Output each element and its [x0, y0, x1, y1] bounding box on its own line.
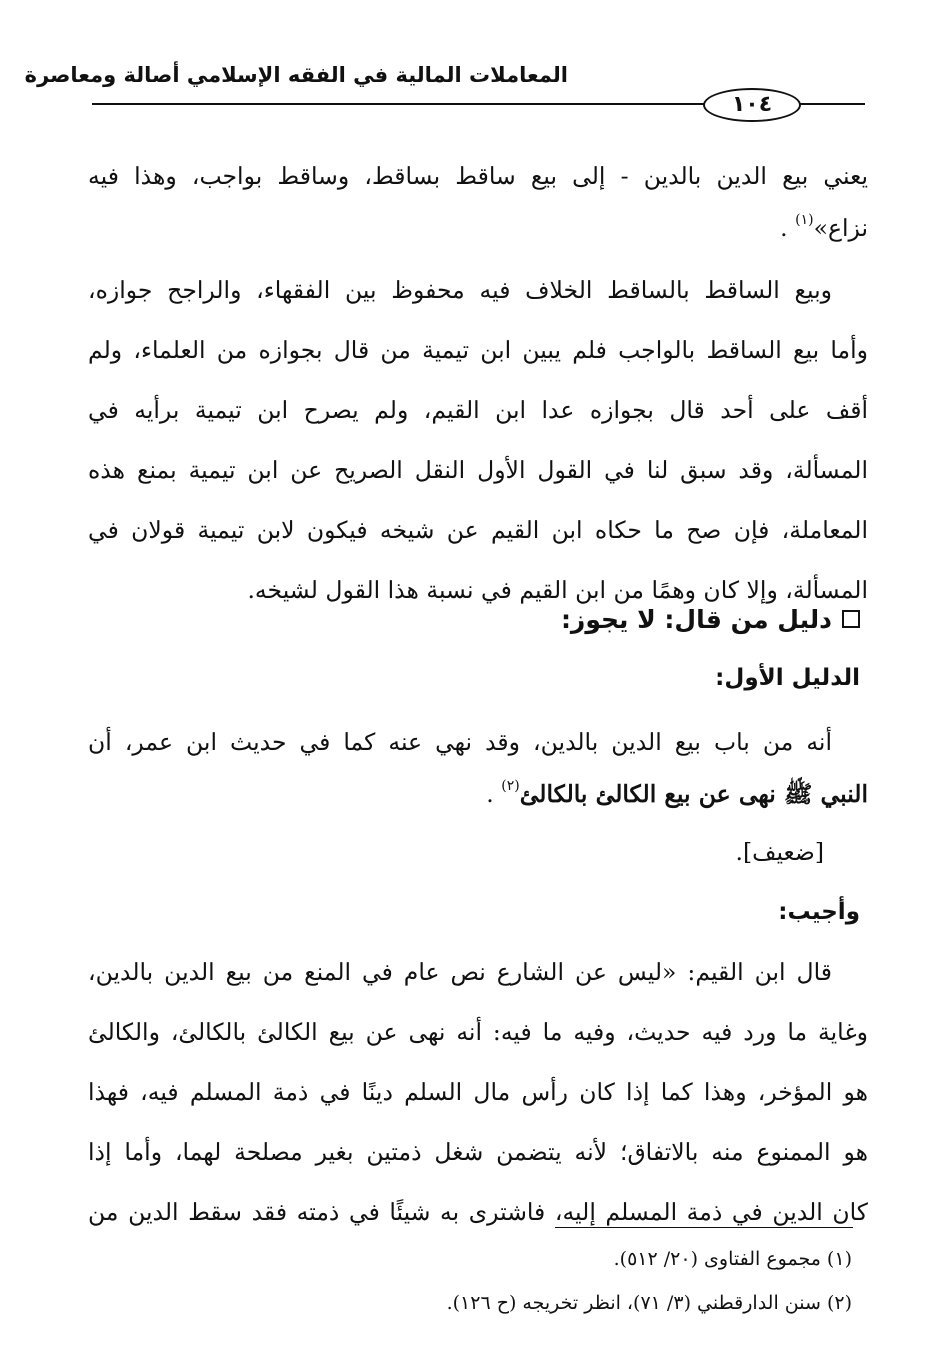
footnote-1: (١) مجموع الفتاوى (٢٠/ ٥١٢). — [613, 1248, 852, 1270]
text-line: يعني بيع الدين بالدين - إلى بيع ساقط بساقط، وساقط بواجب، وهذا فيه — [88, 162, 868, 190]
section-heading — [561, 600, 860, 640]
text-fragment: نزاع» — [813, 214, 868, 242]
text-fragment: . — [486, 780, 494, 808]
text-line — [88, 198, 868, 258]
text-line: هو المؤخر، وهذا كما إذا كان رأس مال السلم دينًا في ذمة المسلم فيه، فهذا — [88, 1078, 868, 1106]
footnote-ref[interactable]: (١) — [795, 212, 814, 228]
text-line: أقف على أحد قال بجوازه عدا ابن القيم، ولم يصرح ابن تيمية برأيه في — [88, 396, 868, 424]
footnote-separator — [555, 1227, 853, 1228]
text-line: المعاملة، فإن صح ما حكاه ابن القيم عن شيخه فيكون لابن تيمية قولان في — [88, 516, 868, 544]
page-number-badge: ١٠٤ — [703, 88, 801, 122]
paragraph-discussion — [88, 260, 868, 620]
text-line: وغاية ما ورد فيه حديث، وفيه ما فيه: أنه نهى عن بيع الكالئ بالكالئ، والكالئ — [88, 1018, 868, 1046]
header-rule-right — [797, 103, 865, 105]
first-evidence-text — [88, 712, 868, 824]
first-evidence-title: الدليل الأول: — [715, 665, 860, 691]
paragraph-continued — [88, 146, 868, 258]
text-fragment: . — [780, 214, 788, 242]
text-line: المسألة، وقد سبق لنا في القول الأول النقل الصريح عن ابن تيمية بمنع هذه — [88, 456, 868, 484]
text-line: قال ابن القيم: «ليس عن الشارع نص عام في المنع من بيع الدين بالدين، — [88, 958, 832, 986]
footnote-ref[interactable]: (٢) — [501, 778, 520, 794]
checkbox-square-icon — [842, 610, 860, 628]
answer-title: وأجيب: — [778, 899, 860, 925]
text-line: المسألة، وإلا كان وهمًا من ابن القيم في نسبة هذا القول لشيخه. — [247, 576, 868, 604]
text-line: كان الدين في ذمة المسلم إليه، فاشترى به شيئًا في ذمته فقد سقط الدين من — [88, 1198, 868, 1226]
grade-label: [ضعيف]. — [735, 838, 824, 866]
section-heading-text: دليل من قال: لا يجوز: — [560, 605, 832, 634]
header-rule — [92, 103, 704, 105]
running-header-title: المعاملات المالية في الفقه الإسلامي أصالة ومعاصرة — [24, 63, 568, 87]
text-line: أنه من باب بيع الدين بالدين، وقد نهي عنه كما في حديث ابن عمر، أن — [88, 728, 833, 756]
text-line — [88, 764, 868, 824]
footnote-2: (٢) سنن الدارقطني (٣/ ٧١)، انظر تخريجه (ح ١٢٦). — [446, 1292, 852, 1314]
text-line: وأما بيع الساقط بالواجب فلم يبين ابن تيمية من قال بجوازه من العلماء، ولم — [88, 336, 868, 364]
answer-paragraph — [88, 942, 868, 1242]
hadith-text: النبي ﷺ نهى عن بيع الكالئ بالكالئ — [519, 780, 868, 808]
text-line: هو الممنوع منه بالاتفاق؛ لأنه يتضمن شغل ذمتين بغير مصلحة لهما، وأما إذا — [88, 1138, 868, 1166]
text-line: وبيع الساقط بالساقط الخلاف فيه محفوظ بين الفقهاء، والراجح جوازه، — [88, 276, 832, 304]
